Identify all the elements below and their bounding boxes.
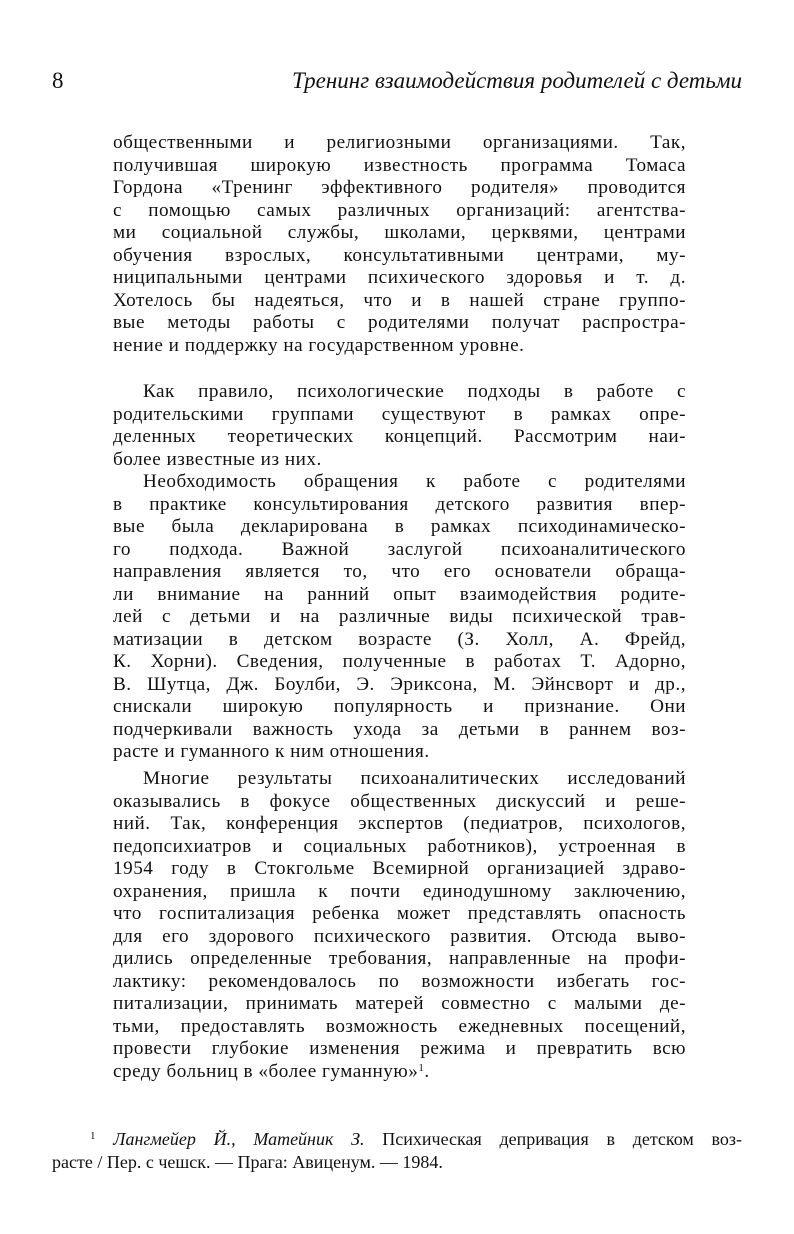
text-line <box>113 836 686 859</box>
footnote-marker: 1 <box>90 1130 96 1142</box>
line-text: вые методы работы с родителями получат распростра- <box>113 312 686 333</box>
line-text: 1954 году в Стокгольме Всемирной организацией здраво- <box>113 858 686 879</box>
line-text: ли внимание на ранний опыт взаимодействия родите- <box>113 583 686 605</box>
line-text: более известные из них. <box>113 448 322 470</box>
line-text: тьми, предоставлять возможность ежедневных посещений, <box>113 1015 686 1037</box>
text-line <box>113 719 686 742</box>
text-line <box>113 813 686 836</box>
text-line <box>113 881 686 904</box>
text-line <box>113 1038 686 1061</box>
text-line <box>113 471 686 494</box>
text-line <box>113 1016 686 1039</box>
text-line <box>113 858 686 881</box>
line-text: В. Шутца, Дж. Боулби, Э. Эриксона, М. Эйнсворт и др., <box>113 673 686 695</box>
text-line <box>113 290 686 313</box>
line-text: Как правило, психологические подходы в работе с <box>143 381 686 402</box>
line-text: Необходимость обращения к работе с родителями <box>143 471 686 492</box>
footnote-line <box>52 1128 742 1151</box>
line-text: для его здорового психического развития. Отсюда выво- <box>113 925 686 947</box>
line-text: питализации, принимать матерей совместно с малыми де- <box>113 993 686 1014</box>
text-line <box>113 539 686 562</box>
text-line <box>113 993 686 1016</box>
line-text: охранения, пришла к почти единодушному заключению, <box>113 880 686 902</box>
line-text: среду больниц в «более гуманную» <box>113 1060 419 1082</box>
line-text: провести глубокие изменения режима и превратить всю <box>113 1038 686 1059</box>
line-text: расте и гуманного к ним отношения. <box>113 741 430 762</box>
text-line <box>113 629 686 652</box>
footnote-ref[interactable]: 1 <box>418 1061 425 1074</box>
page-number: 8 <box>52 68 64 93</box>
line-text: Хотелось бы надеяться, что и в нашей стране группо- <box>113 289 686 311</box>
line-text: ний. Так, конференция экспертов (педиатров, психологов, <box>113 813 686 834</box>
text-line <box>113 312 686 335</box>
footnote <box>52 1128 742 1174</box>
paragraph <box>113 132 686 357</box>
text-line <box>113 791 686 814</box>
text-line <box>113 926 686 949</box>
text-line <box>113 651 686 674</box>
running-title: Тренинг взаимодействия родителей с детьми <box>291 68 742 93</box>
line-text: обучения взрослых, консультативными центрами, му- <box>113 244 686 266</box>
text-line <box>113 741 686 764</box>
line-text: го подхода. Важной заслугой психоаналитического <box>113 538 686 560</box>
line-text: лактику: рекомендовалось по возможности избегать гос- <box>113 970 686 992</box>
text-line <box>113 404 686 427</box>
line-text: общественными и религиозными организациями. Так, <box>113 132 686 153</box>
line-text: матизации в детском возрасте (З. Холл, А. Фрейд, <box>113 628 686 650</box>
line-text: К. Хорни). Сведения, полученные в работах Т. Адорно, <box>113 651 686 672</box>
line-text: что госпитализация ребенка может представлять опасность <box>113 903 686 924</box>
footnote-title: Психическая депривация в детском воз- <box>364 1129 743 1149</box>
text-line <box>113 494 686 517</box>
text-line <box>113 335 686 358</box>
line-text: деленных теоретических концепций. Рассмотрим наи- <box>113 426 686 447</box>
line-text: ниципальными центрами психического здоровья и т. д. <box>113 267 686 288</box>
line-text: ми социальной службы, школами, церквями, центрами <box>113 222 686 243</box>
line-text: снискали широкую популярность и признание. Они <box>113 696 686 717</box>
text-line <box>113 971 686 994</box>
text-line <box>113 222 686 245</box>
text-line <box>113 132 686 155</box>
line-text: вые была декларирована в рамках психодинамическо- <box>113 516 686 537</box>
text-line <box>113 267 686 290</box>
line-text: оказывались в фокусе общественных дискуссий и реше- <box>113 790 686 812</box>
text-line <box>113 426 686 449</box>
line-text: в практике консультирования детского развития впер- <box>113 493 686 515</box>
text-line <box>113 903 686 926</box>
text-line <box>113 584 686 607</box>
text-line <box>113 200 686 223</box>
line-text: педопсихиатров и социальных работников), устроенная в <box>113 835 686 857</box>
line-text: с помощью самых различных организаций: агентства- <box>113 199 686 221</box>
text-line <box>113 606 686 629</box>
line-text: Гордона «Тренинг эффективного родителя» проводится <box>113 177 686 198</box>
line-text: направления является то, что его основатели обраща- <box>113 561 686 582</box>
text-line <box>113 948 686 971</box>
paragraph <box>113 381 686 471</box>
line-text: нение и поддержку на государственном уровне. <box>113 334 525 356</box>
text-line <box>113 381 686 404</box>
paragraph <box>113 471 686 764</box>
text-line <box>113 177 686 200</box>
text-line <box>113 696 686 719</box>
line-text: подчеркивали важность ухода за детьми в раннем воз- <box>113 718 686 740</box>
text-line <box>113 1061 686 1084</box>
punctuation: . <box>424 1060 430 1082</box>
text-line <box>113 245 686 268</box>
text-line <box>113 516 686 539</box>
line-text: получившая широкую известность программа Томаса <box>113 154 686 176</box>
line-text: Многие результаты психоаналитических исследований <box>143 768 686 789</box>
text-line <box>113 768 686 791</box>
line-text: лей с детьми и на различные виды психической трав- <box>113 606 686 627</box>
text-line <box>113 561 686 584</box>
footnote-authors: Лангмейер Й., Матейник З. <box>113 1129 365 1149</box>
text-line <box>113 449 686 472</box>
text-line <box>113 155 686 178</box>
line-text: дились определенные требования, направленные на профи- <box>113 948 686 969</box>
paragraph <box>113 768 686 1083</box>
text-line <box>113 674 686 697</box>
line-text: родительскими группами существуют в рамках опре- <box>113 403 686 425</box>
footnote-line: расте / Пер. с чешск. — Прага: Авиценум. — 1984. <box>52 1152 443 1172</box>
